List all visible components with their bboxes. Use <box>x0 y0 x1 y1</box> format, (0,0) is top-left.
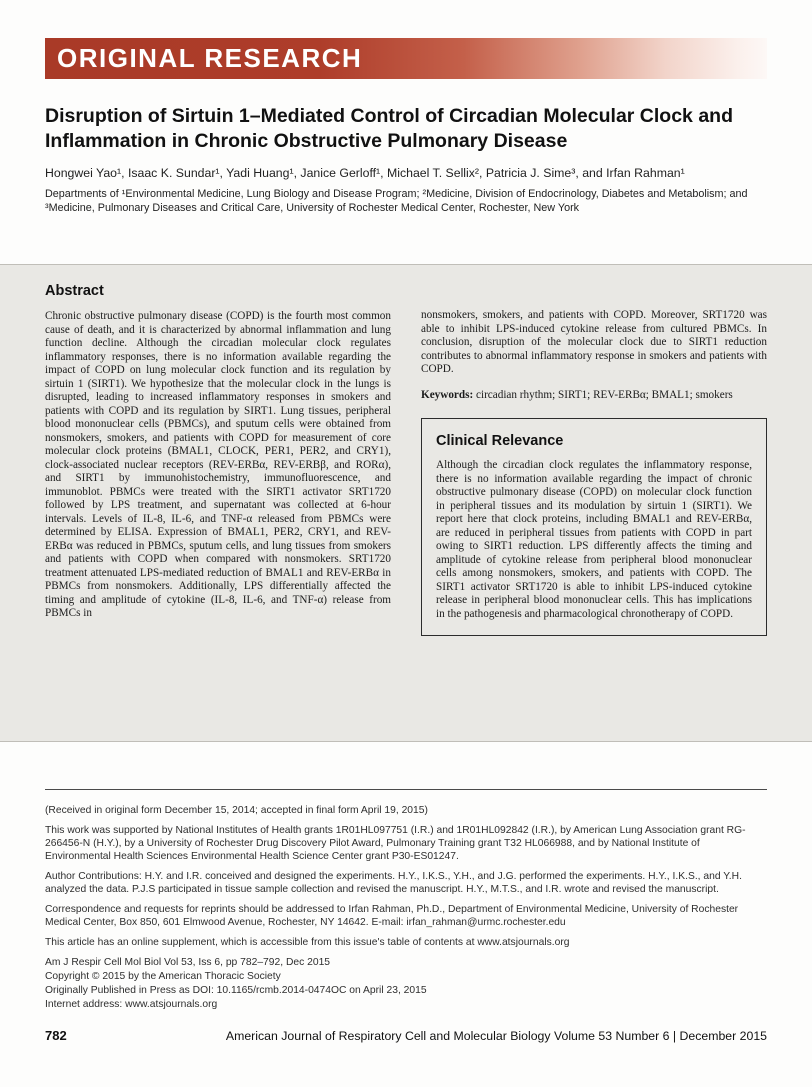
abstract-text-left: Chronic obstructive pulmonary disease (COPD) is the fourth most common cause of death, and it is characterized by abnormal inflammation and lung function decline. Although the circadian molecular clock regulates inflammatory responses, there is no information available regarding the impact of COPD on lung molecular clock function and its regulation by sirtuin 1 (SIRT1). We hypothesize that the molecular clock in the lungs is disrupted, leading to increased inflammatory responses in smokers and patients with COPD and its regulation by SIRT1. Lung tissues, peripheral blood mononuclear cells (PBMCs), and sputum cells were obtained from nonsmokers, smokers, and patients with COPD for measurement of core molecular clock proteins (BMAL1, CLOCK, PER1, PER2, and CRY1), clock-associated nuclear receptors (REV-ERBα, REV-ERBβ, and RORα), and SIRT1 by immunohistochemistry, immunofluorescence, and immunoblot. PBMCs were treated with the SIRT1 activator SRT1720 followed by LPS treatment, and supernatant was collected at 6-hour intervals. Levels of IL-8, IL-6, and TNF-α released from PBMCs were determined by ELISA. Expression of BMAL1, PER2, CRY1, and REV-ERBα was reduced in PBMCs, sputum cells, and lung tissues from smokers and patients with COPD when compared with nonsmokers. SRT1720 treatment attenuated LPS-mediated reduction of BMAL1 and REV-ERBα in PBMCs from nonsmokers. Additionally, LPS differentially affected the timing and amplitude of cytokine (IL-8, IL-6, and TNF-α) release from PBMCs in <box>45 310 391 619</box>
author-contributions: Author Contributions: H.Y. and I.R. conceived and designed the experiments. H.Y., I.K.S., Y.H., and J.G. performed the experiments. H.Y., I.K.S., and Y.H. analyzed the data. P.J.S participated in tissue sample collection and revised the manuscript. H.Y., M.T.S., and I.R. wrote and revised the manuscript. <box>45 871 742 895</box>
clinical-relevance-body: Although the circadian clock regulates the inflammatory response, there is no information available regarding the impact of chronic obstructive pulmonary disease (COPD) on molecular clock function in peripheral tissues and its modulation by sirtuin 1 (SIRT1). We report here that clock proteins, including BMAL1 and REV-ERBα, are reduced in peripheral tissues from patients with COPD in part owing to SIRT1 reduction. LPS differently affects the timing and amplitude of cytokine release from peripheral blood mononuclear cells among nonsmokers, smokers, and patients with COPD. The SIRT1 activator SRT1720 is able to inhibit LPS-induced cytokine release in peripheral blood mononuclear cells. This has implications in the pathogenesis and pharmacological chronotherapy of COPD. <box>436 459 752 620</box>
original-research-banner <box>45 38 767 79</box>
keywords-label: Keywords: <box>421 388 474 401</box>
received-dates: (Received in original form December 15, 2014; accepted in final form April 19, 2015) <box>45 805 428 816</box>
abstract-column-left <box>45 283 391 636</box>
article-title: Disruption of Sirtuin 1–Mediated Control of Circadian Molecular Clock and Inflammation in Chronic Obstructive Pulmonary Disease <box>45 105 733 152</box>
clinical-relevance-heading: Clinical Relevance <box>436 433 564 449</box>
abstract-column-right <box>421 283 767 636</box>
citation-line: Am J Respir Cell Mol Biol Vol 53, Iss 6, pp 782–792, Dec 2015 <box>45 957 331 968</box>
footnote-divider <box>45 789 767 790</box>
footnotes-section <box>45 804 767 1012</box>
author-list: Hongwei Yao¹, Isaac K. Sundar¹, Yadi Huang¹, Janice Gerloff¹, Michael T. Sellix², Patricia J. Sime³, and Irfan Rahman¹ <box>45 166 685 180</box>
publication-block <box>45 956 767 1011</box>
abstract-text-right: nonsmokers, smokers, and patients with COPD. Moreover, SRT1720 was able to inhibit LPS-induced cytokine release from cultured PBMCs. In conclusion, disruption of the molecular clock due to SIRT1 reduction contributes to abnormal inflammatory response in smokers and patients with COPD. <box>421 309 767 375</box>
journal-footer-line: American Journal of Respiratory Cell and Molecular Biology Volume 53 Number 6 | December 2015 <box>225 1029 767 1043</box>
online-supplement-note[interactable]: This article has an online supplement, which is accessible from this issue's table of contents at www.atsjournals.org <box>45 937 570 948</box>
abstract-heading: Abstract <box>45 283 104 299</box>
doi-line: Originally Published in Press as DOI: 10.1165/rcmb.2014-0474OC on April 23, 2015 <box>45 985 427 996</box>
banner-label: ORIGINAL RESEARCH <box>57 43 363 73</box>
correspondence-note[interactable]: Correspondence and requests for reprints should be addressed to Irfan Rahman, Ph.D., Department of Environmental Medicine, University of Rochester Medical Center, Box 850, 601 Elmwood Avenue, Rochester, NY 14642. E-mail: irfan_rahman@urmc.rochester.edu <box>45 904 739 928</box>
internet-address-line[interactable]: Internet address: www.atsjournals.org <box>45 999 218 1010</box>
funding-statement: This work was supported by National Institutes of Health grants 1R01HL097751 (I.R.) and 1R01HL092842 (I.R.), by American Lung Association grant RG-266456-N (H.Y.), by a University of Rochester Drug Discovery Pilot Award, Pulmonary Training grant T32 HL066988, and by National Institute of Environmental Health Sciences Environmental Health Science Center grant P30-ES01247. <box>45 825 746 862</box>
page-number: 782 <box>45 1028 67 1043</box>
affiliations: Departments of ¹Environmental Medicine, Lung Biology and Disease Program; ²Medicine, Division of Endocrinology, Diabetes and Metabolism; and ³Medicine, Pulmonary Diseases and Critical Care, University of Rochester Medical Center, Rochester, New York <box>45 188 748 214</box>
copyright-line: Copyright © 2015 by the American Thoracic Society <box>45 971 281 982</box>
page-footer <box>45 1028 767 1043</box>
abstract-section <box>0 264 812 742</box>
keywords-line <box>421 389 767 403</box>
keywords-text: circadian rhythm; SIRT1; REV-ERBα; BMAL1; smokers <box>473 388 733 401</box>
clinical-relevance-box <box>421 418 767 636</box>
